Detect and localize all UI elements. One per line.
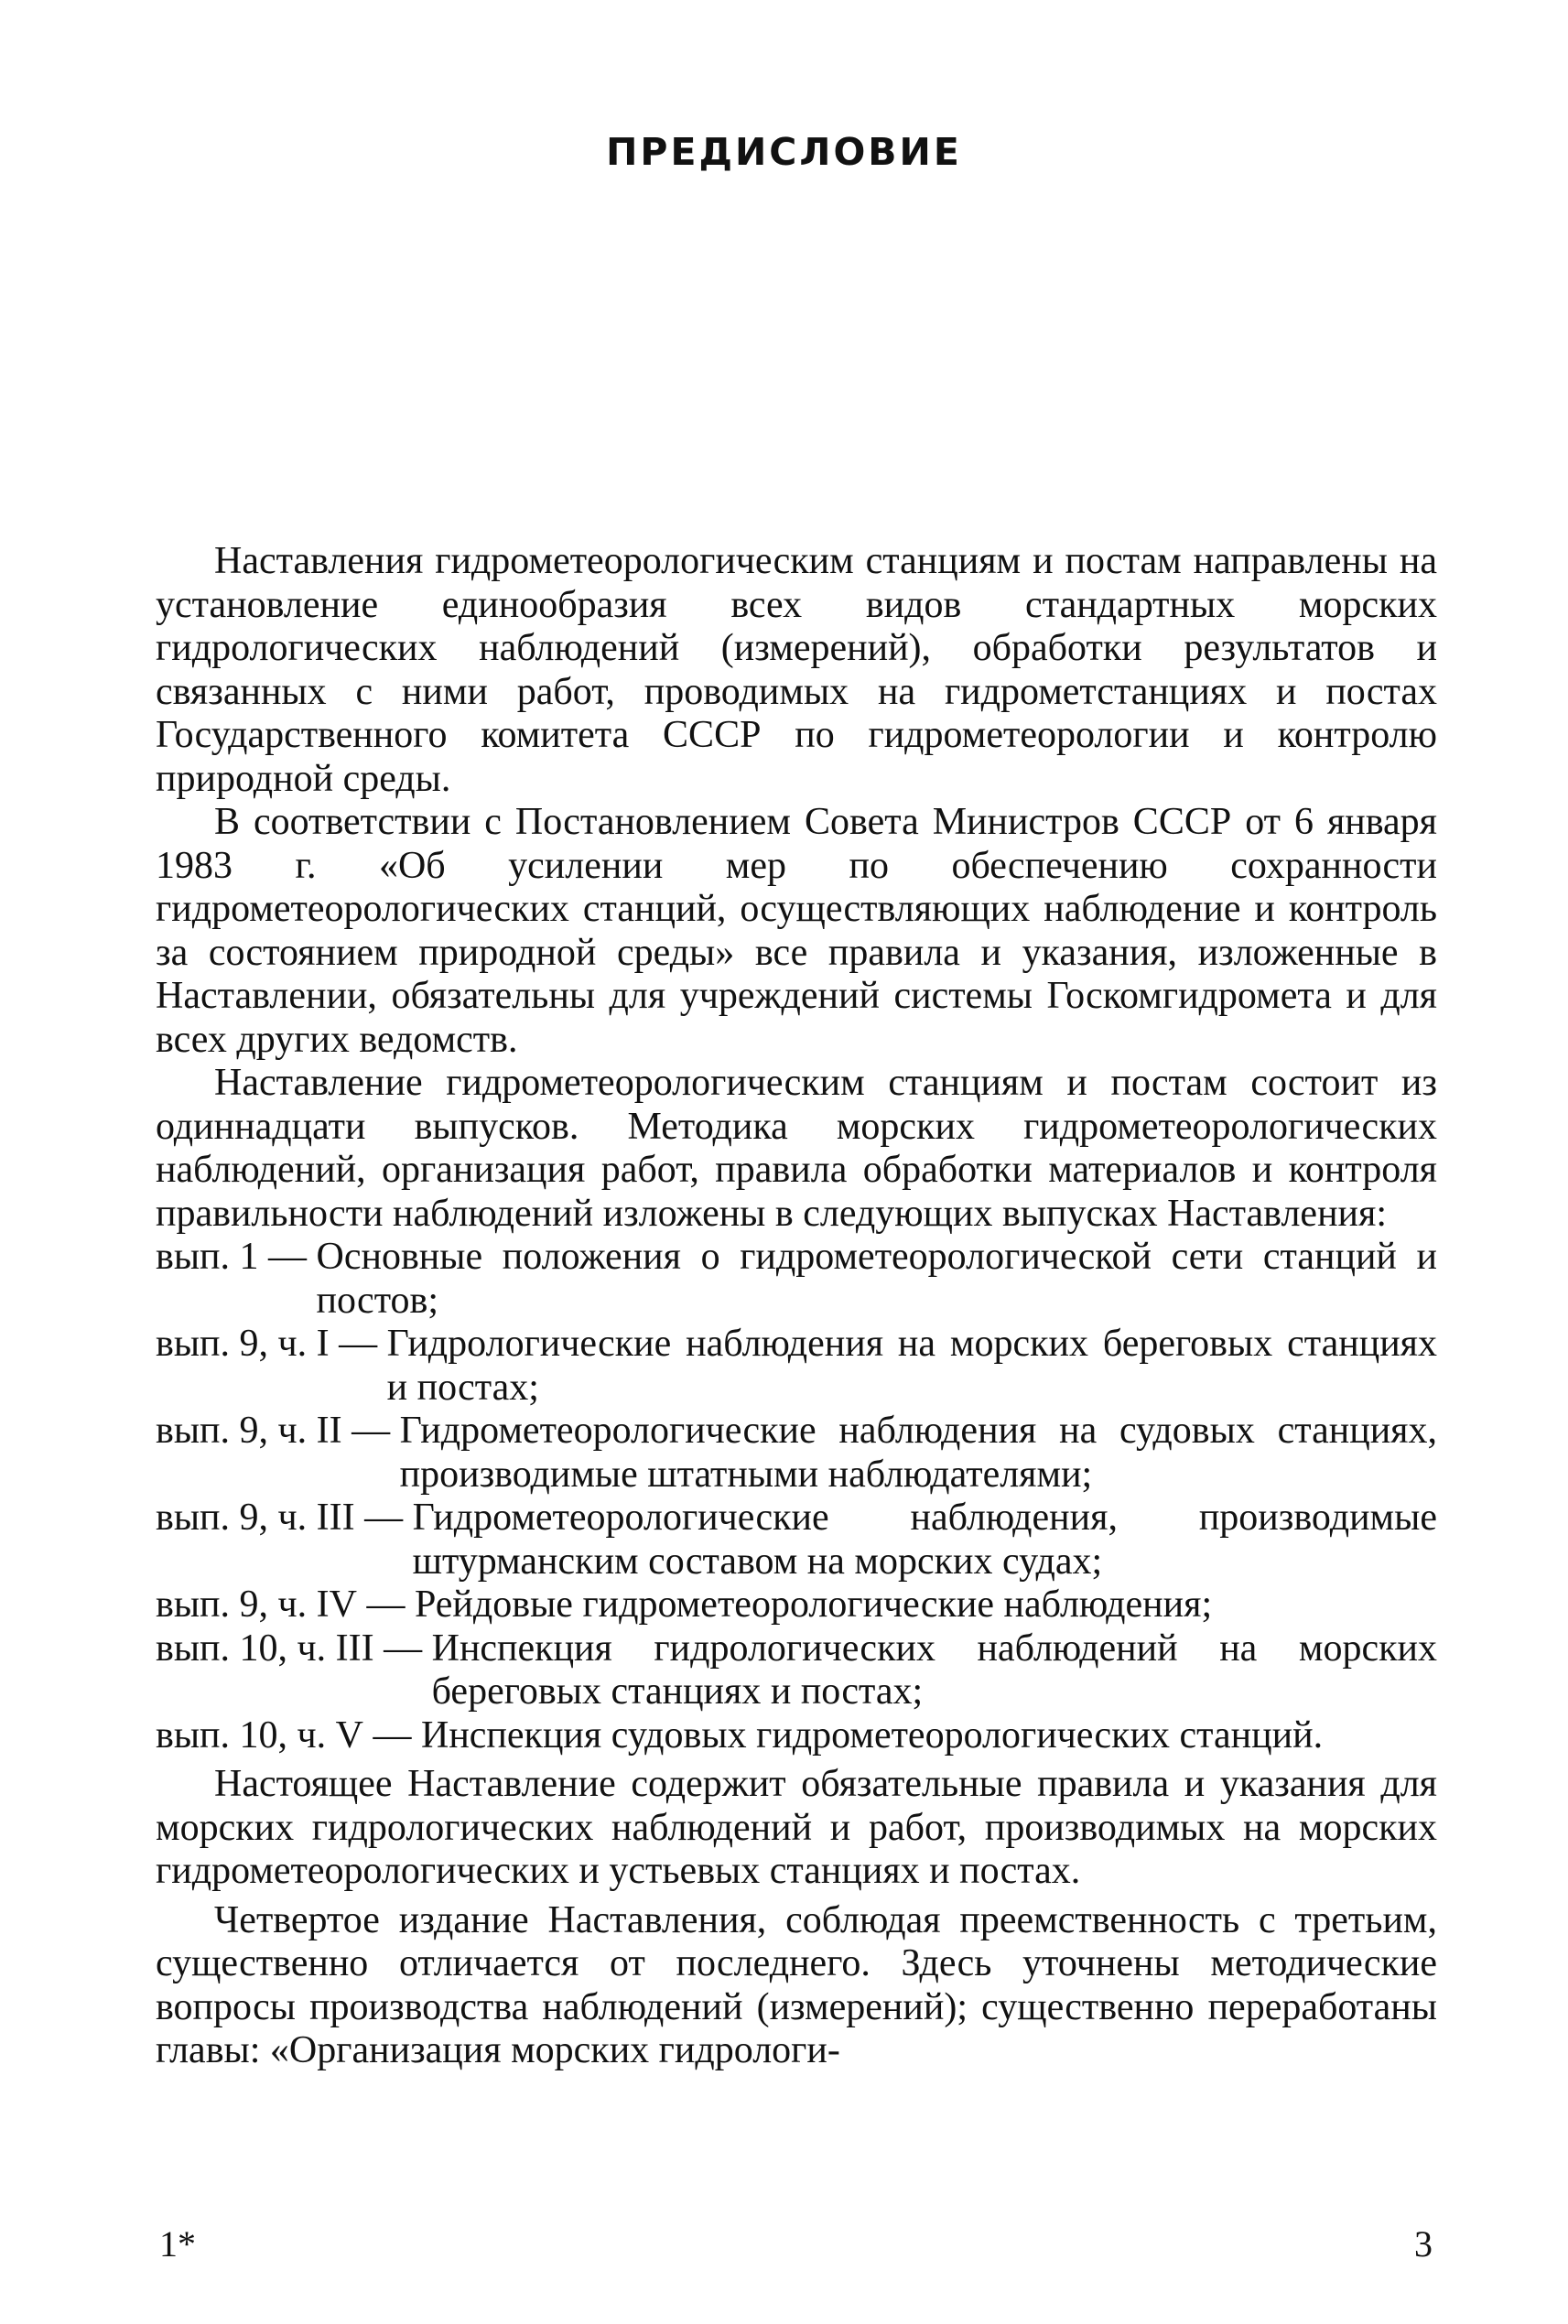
paragraph-edition: Четвертое издание Наставления, соблюдая преемственность с третьим, существенно отличается от последнего. Здесь уточнены методические вопросы производства наблюдений (измерений); существенно переработаны главы: «Организация морских гидрологи- xyxy=(156,1898,1437,2071)
issue-text: Инспекция гидрологических наблюдений на морских береговых станциях и постах; xyxy=(431,1627,1437,1713)
issue-text: Основные положения о гидрометеорологической сети станций и постов; xyxy=(316,1236,1437,1322)
issue-item xyxy=(156,1584,1437,1627)
paragraph-scope: Настоящее Наставление содержит обязательные правила и указания для морских гидрологических наблюдений и работ, производимых на морских гидрометеорологических и устьевых станциях и постах. xyxy=(156,1763,1437,1892)
issue-label: вып. 9, ч. II xyxy=(156,1410,342,1452)
issue-text: Гидрометеорологические наблюдения на судовых станциях, производимые штатными наблюдателями; xyxy=(399,1410,1437,1496)
dash-separator: — xyxy=(341,1410,400,1452)
dash-separator: — xyxy=(362,1713,421,1757)
signature-mark: 1* xyxy=(159,2223,196,2265)
dash-separator: — xyxy=(354,1497,413,1539)
issues-list xyxy=(156,1236,1437,1757)
issue-item xyxy=(156,1497,1437,1584)
issue-text: Гидрометеорологические наблюдения, производимые штурманским составом на морских судах; xyxy=(412,1497,1437,1583)
issue-item xyxy=(156,1236,1437,1323)
dash-separator: — xyxy=(258,1236,317,1278)
issue-label: вып. 9, ч. IV xyxy=(156,1584,357,1626)
issue-text: Рейдовые гидрометеорологические наблюдения; xyxy=(414,1584,1213,1626)
issue-label: вып. 9, ч. I xyxy=(156,1323,330,1365)
page-title: ПРЕДИСЛОВИЕ xyxy=(606,130,962,174)
dash-separator: — xyxy=(356,1584,415,1626)
issue-item xyxy=(156,1410,1437,1497)
issue-item xyxy=(156,1714,1437,1758)
dash-separator: — xyxy=(373,1627,432,1670)
document-body xyxy=(156,540,1437,2073)
issue-item xyxy=(156,1627,1437,1714)
paragraph-intro: Наставления гидрометеорологическим станциям и постам направлены на установление единообразия всех видов стандартных морских гидрологических наблюдений (измерений), обработки результатов и связанных с ними работ, проводимых на гидрометстанциях и постах Государственного комитета СССР по гидрометеорологии и контролю природной среды. xyxy=(156,540,1437,800)
issue-text: Гидрологические наблюдения на морских береговых станциях и постах; xyxy=(386,1323,1437,1409)
issue-label: вып. 9, ч. III xyxy=(156,1497,355,1539)
issue-label: вып. 10, ч. V xyxy=(156,1713,363,1757)
issue-label: вып. 10, ч. III xyxy=(156,1627,374,1670)
page-number: 3 xyxy=(1414,2223,1433,2265)
issue-item xyxy=(156,1323,1437,1410)
issue-text: Инспекция судовых гидрометеорологических станций. xyxy=(420,1713,1324,1757)
paragraph-resolution: В соответствии с Постановлением Совета Министров СССР от 6 января 1983 г. «Об усилении мер по обеспечению сохранности гидрометеорологических станций, осуществляющих наблюдение и контроль за состоянием природной среды» все правила и указания, изложенные в Наставлении, обязательны для учреждений системы Госкомгидромета и для всех других ведомств. xyxy=(156,801,1437,1061)
dash-separator: — xyxy=(329,1323,387,1365)
paragraph-issues-intro: Наставление гидрометеорологическим станциям и постам состоит из одиннадцати выпусков. Методика морских гидрометеорологических наблюдений, организация работ, правила обработки материалов и контроля правильности наблюдений изложены в следующих выпусках Наставления: xyxy=(156,1062,1437,1235)
issue-label: вып. 1 xyxy=(156,1236,259,1278)
